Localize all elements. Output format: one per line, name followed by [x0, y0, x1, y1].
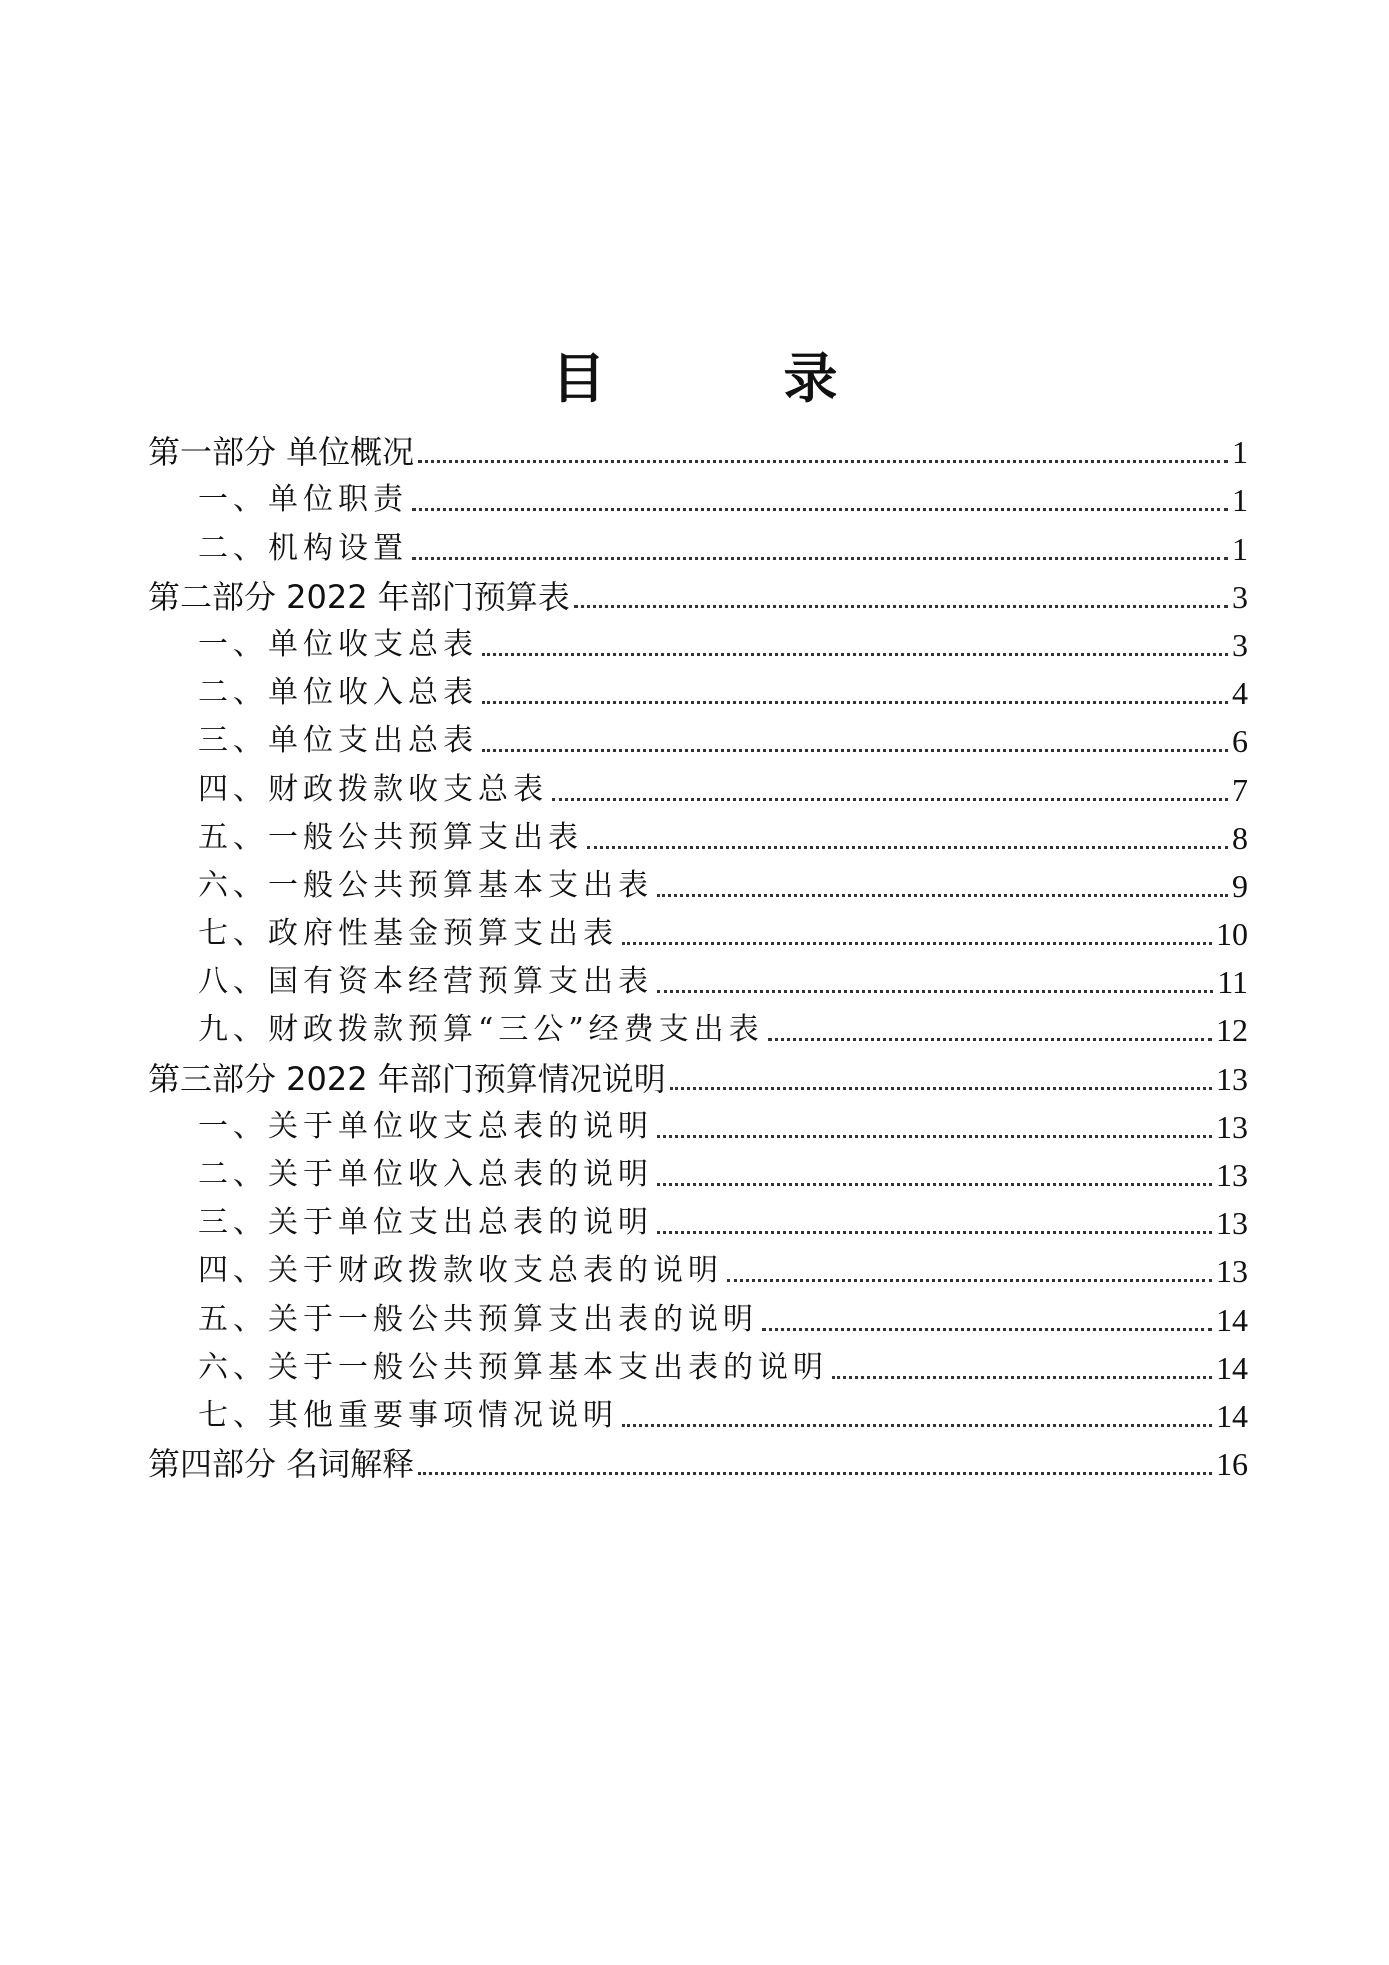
dot-leader: [482, 653, 1228, 656]
dot-leader: [412, 508, 1228, 511]
toc-entry-label: 一、关于单位收支总表的说明: [198, 1108, 653, 1144]
toc-entry-label: 三、关于单位支出总表的说明: [198, 1205, 653, 1241]
toc-page-number: 3: [1232, 578, 1248, 615]
toc-page-number: 13: [1216, 1060, 1248, 1097]
toc-section-entry[interactable]: [148, 1002, 1248, 1050]
toc-page-number: 4: [1232, 675, 1248, 712]
dot-leader: [832, 1376, 1212, 1379]
toc-entry-label: 一、单位职责: [198, 482, 408, 518]
toc-section-entry[interactable]: [148, 810, 1248, 858]
toc-entry-label: 七、其他重要事项情况说明: [198, 1397, 618, 1433]
dot-leader: [574, 605, 1228, 608]
toc-entry-label: 第一部分 单位概况: [148, 433, 415, 472]
toc-section-entry[interactable]: [148, 761, 1248, 809]
toc-section-entry[interactable]: [148, 665, 1248, 713]
toc-section-entry[interactable]: [148, 1195, 1248, 1243]
toc-part-entry[interactable]: [148, 424, 1248, 472]
toc-entry-label: 九、财政拨款预算“三公”经费支出表: [198, 1012, 764, 1048]
toc-entry-label: 第二部分 2022 年部门预算表: [148, 577, 570, 616]
toc-entry-label: 四、财政拨款收支总表: [198, 771, 548, 807]
toc-page-number: 1: [1232, 482, 1248, 519]
toc-entry-label: 七、政府性基金预算支出表: [198, 916, 618, 952]
toc-page-number: 1: [1232, 434, 1248, 471]
toc-page-number: 13: [1216, 1157, 1248, 1193]
table-of-contents: [148, 424, 1248, 1484]
toc-entry-label: 二、单位收入总表: [198, 675, 478, 711]
dot-leader: [657, 1183, 1212, 1186]
page-title: 目 录: [551, 347, 900, 411]
dot-leader: [482, 749, 1228, 752]
dot-leader: [657, 894, 1228, 897]
toc-section-entry[interactable]: [148, 520, 1248, 568]
toc-page-number: 13: [1216, 1253, 1248, 1290]
dot-leader: [657, 1135, 1212, 1138]
toc-entry-label: 五、一般公共预算支出表: [198, 819, 583, 855]
toc-page-number: 1: [1232, 530, 1248, 567]
toc-page-number: 7: [1232, 771, 1248, 808]
dot-leader: [727, 1279, 1212, 1282]
dot-leader: [587, 846, 1228, 849]
dot-leader: [768, 1038, 1212, 1041]
toc-page-number: 14: [1216, 1397, 1248, 1434]
toc-section-entry[interactable]: [148, 906, 1248, 954]
toc-page-number: 9: [1232, 867, 1248, 904]
toc-page-number: 14: [1216, 1301, 1248, 1338]
dot-leader: [657, 1231, 1212, 1234]
toc-entry-label: 六、关于一般公共预算基本支出表的说明: [198, 1349, 828, 1385]
toc-page-number: 16: [1216, 1446, 1248, 1483]
dot-leader: [762, 1328, 1212, 1331]
toc-entry-label: 三、单位支出总表: [198, 723, 478, 759]
toc-page-number: 10: [1216, 916, 1248, 953]
toc-section-entry[interactable]: [148, 472, 1248, 520]
dot-leader: [622, 1424, 1212, 1427]
toc-entry-label: 六、一般公共预算基本支出表: [198, 867, 653, 903]
toc-section-entry[interactable]: [148, 954, 1248, 1002]
dot-leader: [412, 557, 1228, 560]
toc-entry-label: 四、关于财政拨款收支总表的说明: [198, 1253, 723, 1289]
toc-page-number: 14: [1216, 1349, 1248, 1386]
toc-entry-label: 五、关于一般公共预算支出表的说明: [198, 1301, 758, 1337]
dot-leader: [552, 798, 1228, 801]
toc-entry-label: 第四部分 名词解释: [148, 1445, 415, 1484]
toc-section-entry[interactable]: [148, 617, 1248, 665]
toc-entry-label: 八、国有资本经营预算支出表: [198, 964, 653, 1000]
toc-section-entry[interactable]: [148, 858, 1248, 906]
toc-section-entry[interactable]: [148, 1388, 1248, 1436]
dot-leader: [657, 990, 1213, 993]
toc-section-entry[interactable]: [148, 1340, 1248, 1388]
dot-leader: [418, 460, 1228, 463]
toc-section-entry[interactable]: [148, 1243, 1248, 1291]
toc-page-number: 8: [1232, 819, 1248, 856]
toc-section-entry[interactable]: [148, 1291, 1248, 1339]
toc-section-entry[interactable]: [148, 1099, 1248, 1147]
toc-page-number: 11: [1217, 964, 1248, 1001]
toc-entry-label: 二、机构设置: [198, 530, 408, 566]
toc-part-entry[interactable]: [148, 1050, 1248, 1098]
toc-entry-label: 第三部分 2022 年部门预算情况说明: [148, 1059, 666, 1098]
toc-part-entry[interactable]: [148, 1436, 1248, 1484]
toc-page-number: 12: [1216, 1012, 1248, 1049]
toc-part-entry[interactable]: [148, 569, 1248, 617]
toc-section-entry[interactable]: [148, 1147, 1248, 1195]
toc-entry-label: 一、单位收支总表: [198, 626, 478, 662]
toc-section-entry[interactable]: [148, 713, 1248, 761]
dot-leader: [622, 942, 1212, 945]
toc-page-number: 13: [1216, 1108, 1248, 1145]
dot-leader: [670, 1087, 1212, 1090]
dot-leader: [482, 701, 1228, 704]
toc-page-number: 3: [1232, 626, 1248, 663]
toc-entry-label: 二、关于单位收入总表的说明: [198, 1157, 653, 1192]
toc-page-number: 13: [1216, 1205, 1248, 1242]
toc-page-number: 6: [1232, 723, 1248, 760]
dot-leader: [418, 1472, 1212, 1475]
